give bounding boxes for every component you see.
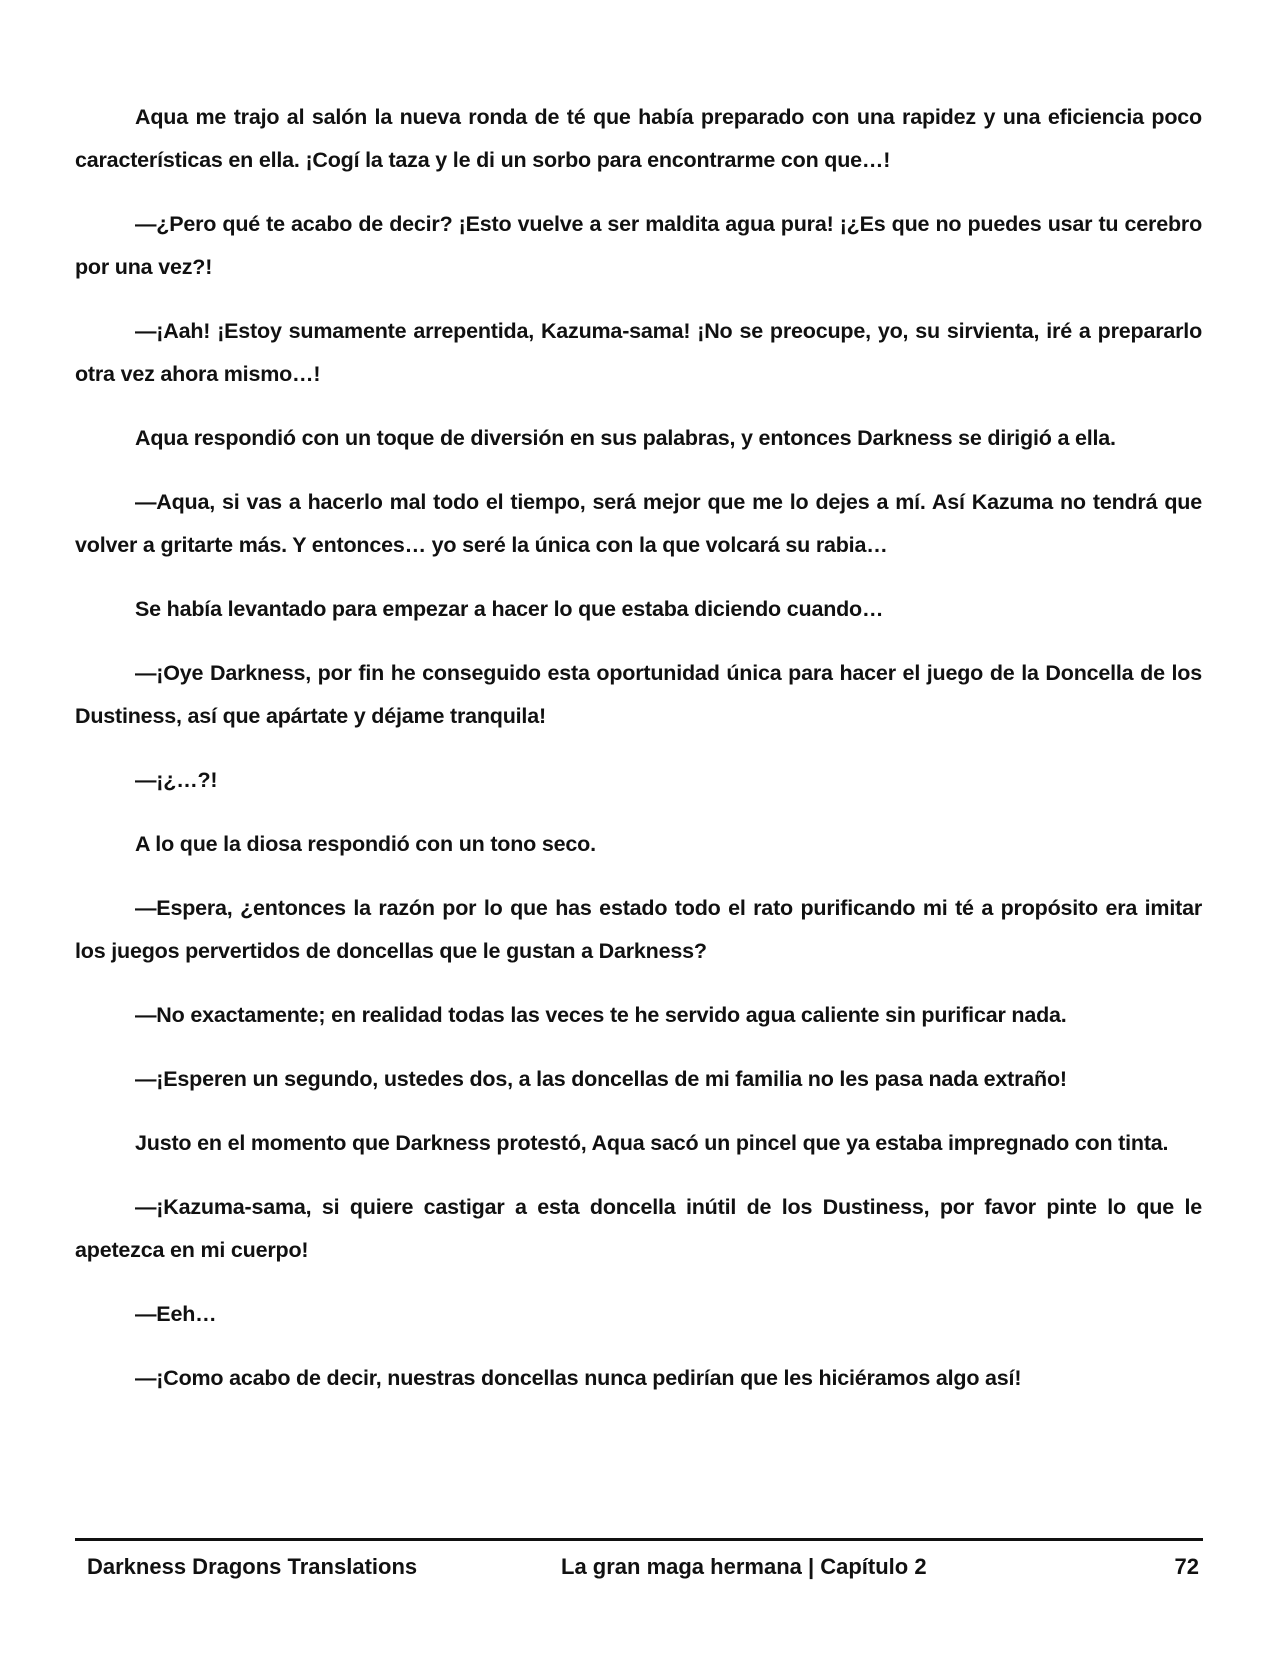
paragraph: —Aqua, si vas a hacerlo mal todo el tiempo, será mejor que me lo dejes a mí. Así Kazuma no tendrá que volver a gritarte más. Y entonces… yo seré la única con la que volcará su rabia…	[75, 490, 1202, 557]
paragraph: —¡¿…?!	[135, 768, 218, 792]
paragraph: —¡Esperen un segundo, ustedes dos, a las doncellas de mi familia no les pasa nada extraño!	[135, 1067, 1067, 1091]
body-text	[75, 96, 1202, 1421]
paragraph: —Eeh…	[135, 1302, 217, 1326]
footer-divider	[75, 1538, 1203, 1541]
page-footer	[75, 1548, 1203, 1588]
paragraph: Se había levantado para empezar a hacer lo que estaba diciendo cuando…	[135, 597, 884, 621]
paragraph: —¡Oye Darkness, por fin he conseguido esta oportunidad única para hacer el juego de la Doncella de los Dustiness, así que apártate y déjame tranquila!	[75, 661, 1202, 728]
paragraph: A lo que la diosa respondió con un tono seco.	[135, 832, 596, 856]
paragraph: —¿Pero qué te acabo de decir? ¡Esto vuelve a ser maldita agua pura! ¡¿Es que no puedes usar tu cerebro por una vez?!	[75, 212, 1202, 279]
paragraph: —No exactamente; en realidad todas las veces te he servido agua caliente sin purificar nada.	[135, 1003, 1067, 1027]
paragraph: Aqua respondió con un toque de diversión en sus palabras, y entonces Darkness se dirigió a ella.	[135, 426, 1116, 450]
paragraph: —¡Como acabo de decir, nuestras doncellas nunca pedirían que les hiciéramos algo así!	[135, 1366, 1022, 1390]
paragraph: Justo en el momento que Darkness protestó, Aqua sacó un pincel que ya estaba impregnado con tinta.	[135, 1131, 1169, 1155]
paragraph: —¡Kazuma-sama, si quiere castigar a esta doncella inútil de los Dustiness, por favor pinte lo que le apetezca en mi cuerpo!	[75, 1195, 1202, 1262]
paragraph: —¡Aah! ¡Estoy sumamente arrepentida, Kazuma-sama! ¡No se preocupe, yo, su sirvienta, iré a prepararlo otra vez ahora mismo…!	[75, 319, 1202, 386]
paragraph: —Espera, ¿entonces la razón por lo que has estado todo el rato purificando mi té a propósito era imitar los juegos pervertidos de doncellas que le gustan a Darkness?	[75, 896, 1202, 963]
footer-translator: Darkness Dragons Translations	[87, 1554, 418, 1579]
paragraph: Aqua me trajo al salón la nueva ronda de té que había preparado con una rapidez y una eficiencia poco características en ella. ¡Cogí la taza y le di un sorbo para encontrarme con que…!	[75, 105, 1202, 172]
page-number: 72	[1174, 1554, 1199, 1579]
footer-chapter-title: La gran maga hermana | Capítulo 2	[561, 1554, 927, 1579]
